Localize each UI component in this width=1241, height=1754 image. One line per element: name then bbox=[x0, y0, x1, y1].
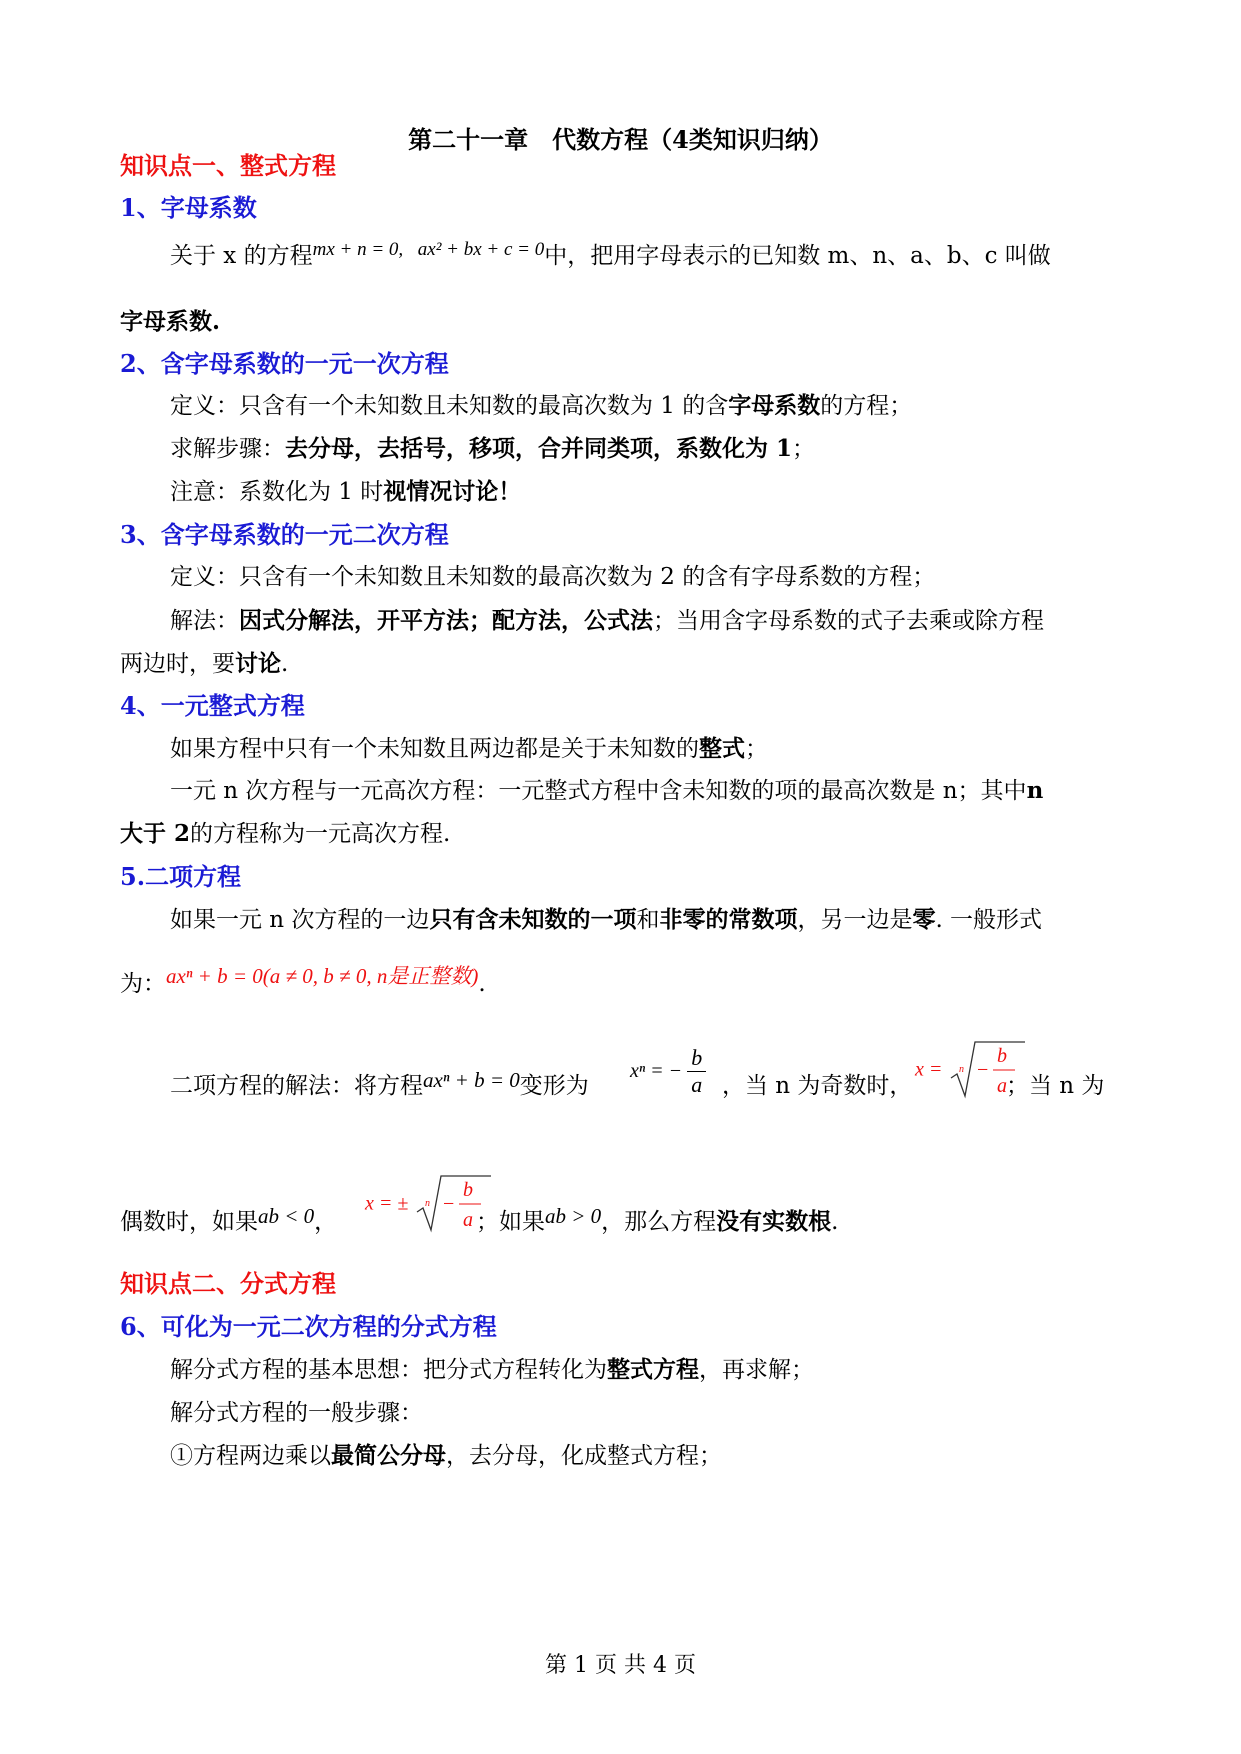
section-6-paragraph-2: 解分式方程的一般步骤： bbox=[170, 1400, 423, 1426]
section-5-no-real-root: ；如果ab > 0，那么方程没有实数根. bbox=[476, 1204, 839, 1235]
equation-binomial: axⁿ + b = 0 bbox=[423, 1068, 520, 1092]
section-4-paragraph-2: 一元 n 次方程与一元高次方程：一元整式方程中含未知数的项的最高次数是 n；其中n bbox=[170, 777, 1044, 804]
condition-ab-negative: ab < 0 bbox=[258, 1204, 315, 1228]
condition-ab-positive: ab > 0 bbox=[545, 1204, 602, 1228]
section-3-solution: 解法：因式分解法，开平方法；配方法，公式法；当用含字母系数的式子去乘或除方程 bbox=[170, 607, 1044, 634]
root-formula-even: x = ± n − b a bbox=[365, 1172, 493, 1236]
section-1-paragraph-continued: 字母系数. bbox=[120, 308, 221, 335]
section-6-step-1: ①方程两边乘以最简公分母，去分母，化成整式方程； bbox=[170, 1442, 722, 1469]
section-2-steps: 求解步骤：去分母，去括号，移项，合并同类项，系数化为 1； bbox=[170, 435, 816, 462]
section-4-paragraph-2-continued: 大于 2的方程称为一元高次方程. bbox=[120, 820, 451, 847]
fraction-b-over-a: $\frac{b}{a}$ bbox=[687, 1045, 706, 1098]
root-numerator-even: b bbox=[463, 1179, 474, 1201]
equation-transformed: xⁿ = − $\frac{b}{a}$ bbox=[630, 1045, 706, 1098]
knowledge-point-2-heading: 知识点二、分式方程 bbox=[120, 1269, 336, 1298]
equation-linear: mx + n = 0, bbox=[312, 239, 404, 260]
root-denominator-even: a bbox=[463, 1209, 474, 1231]
section-5-solution-odd: 二项方程的解法：将方程axⁿ + b = 0变形为 bbox=[170, 1068, 589, 1099]
svg-text:n: n bbox=[425, 1198, 431, 1209]
svg-text:−: − bbox=[977, 1059, 989, 1081]
section-1-heading: 1、字母系数 bbox=[120, 193, 257, 222]
root-formula-odd: x = n − b a bbox=[915, 1038, 1027, 1102]
svg-text:n: n bbox=[959, 1064, 965, 1075]
section-6-heading: 6、可化为一元二次方程的分式方程 bbox=[120, 1312, 497, 1341]
odd-case-text: ，当 n 为奇数时， bbox=[722, 1073, 913, 1099]
section-5-solution-even: 偶数时，如果ab < 0， bbox=[120, 1204, 338, 1235]
section-5-paragraph-1: 如果一元 n 次方程的一边只有含未知数的一项和非零的常数项，另一边是零. 一般形式 bbox=[170, 906, 1043, 933]
section-2-heading: 2、含字母系数的一元一次方程 bbox=[120, 349, 449, 378]
knowledge-point-1-heading: 知识点一、整式方程 bbox=[120, 151, 336, 180]
binomial-equation-general-form: axⁿ + b = 0(a ≠ 0, b ≠ 0, n是正整数) bbox=[166, 964, 479, 988]
section-6-paragraph-1: 解分式方程的基本思想：把分式方程转化为整式方程，再求解； bbox=[170, 1356, 814, 1383]
section-2-note: 注意：系数化为 1 时视情况讨论！ bbox=[170, 478, 522, 505]
section-5-general-form: 为：axⁿ + b = 0(a ≠ 0, b ≠ 0, n是正整数). bbox=[120, 964, 486, 997]
section-5-heading: 5.二项方程 bbox=[120, 862, 242, 891]
section-3-solution-continued: 两边时，要讨论. bbox=[120, 650, 289, 677]
even-case-intro: ；当 n 为 bbox=[1006, 1073, 1105, 1099]
page-footer: 第 1 页 共 4 页 bbox=[545, 1653, 696, 1678]
section-3-heading: 3、含字母系数的一元二次方程 bbox=[120, 520, 449, 549]
root-denominator: a bbox=[997, 1075, 1008, 1097]
section-3-definition: 定义：只含有一个未知数且未知数的最高次数为 2 的含有字母系数的方程； bbox=[170, 564, 936, 590]
chapter-title: 第二十一章 代数方程（4类知识归纳） bbox=[408, 125, 833, 154]
equation-quadratic: ax² + bx + c = 0 bbox=[417, 239, 545, 260]
section-1-paragraph: 关于 x 的方程$^{mx + n = 0,}$ $^{ax^2 + bx + c = 0}$中，把用字母表示的已知数 m、n、a、b、c 叫做 bbox=[170, 239, 1051, 269]
section-2-definition: 定义：只含有一个未知数且未知数的最高次数为 1 的含字母系数的方程； bbox=[170, 392, 913, 419]
svg-text:−: − bbox=[443, 1193, 455, 1215]
section-4-heading: 4、一元整式方程 bbox=[120, 691, 305, 720]
section-4-paragraph-1: 如果方程中只有一个未知数且两边都是关于未知数的整式； bbox=[170, 735, 768, 762]
root-numerator: b bbox=[997, 1045, 1008, 1067]
